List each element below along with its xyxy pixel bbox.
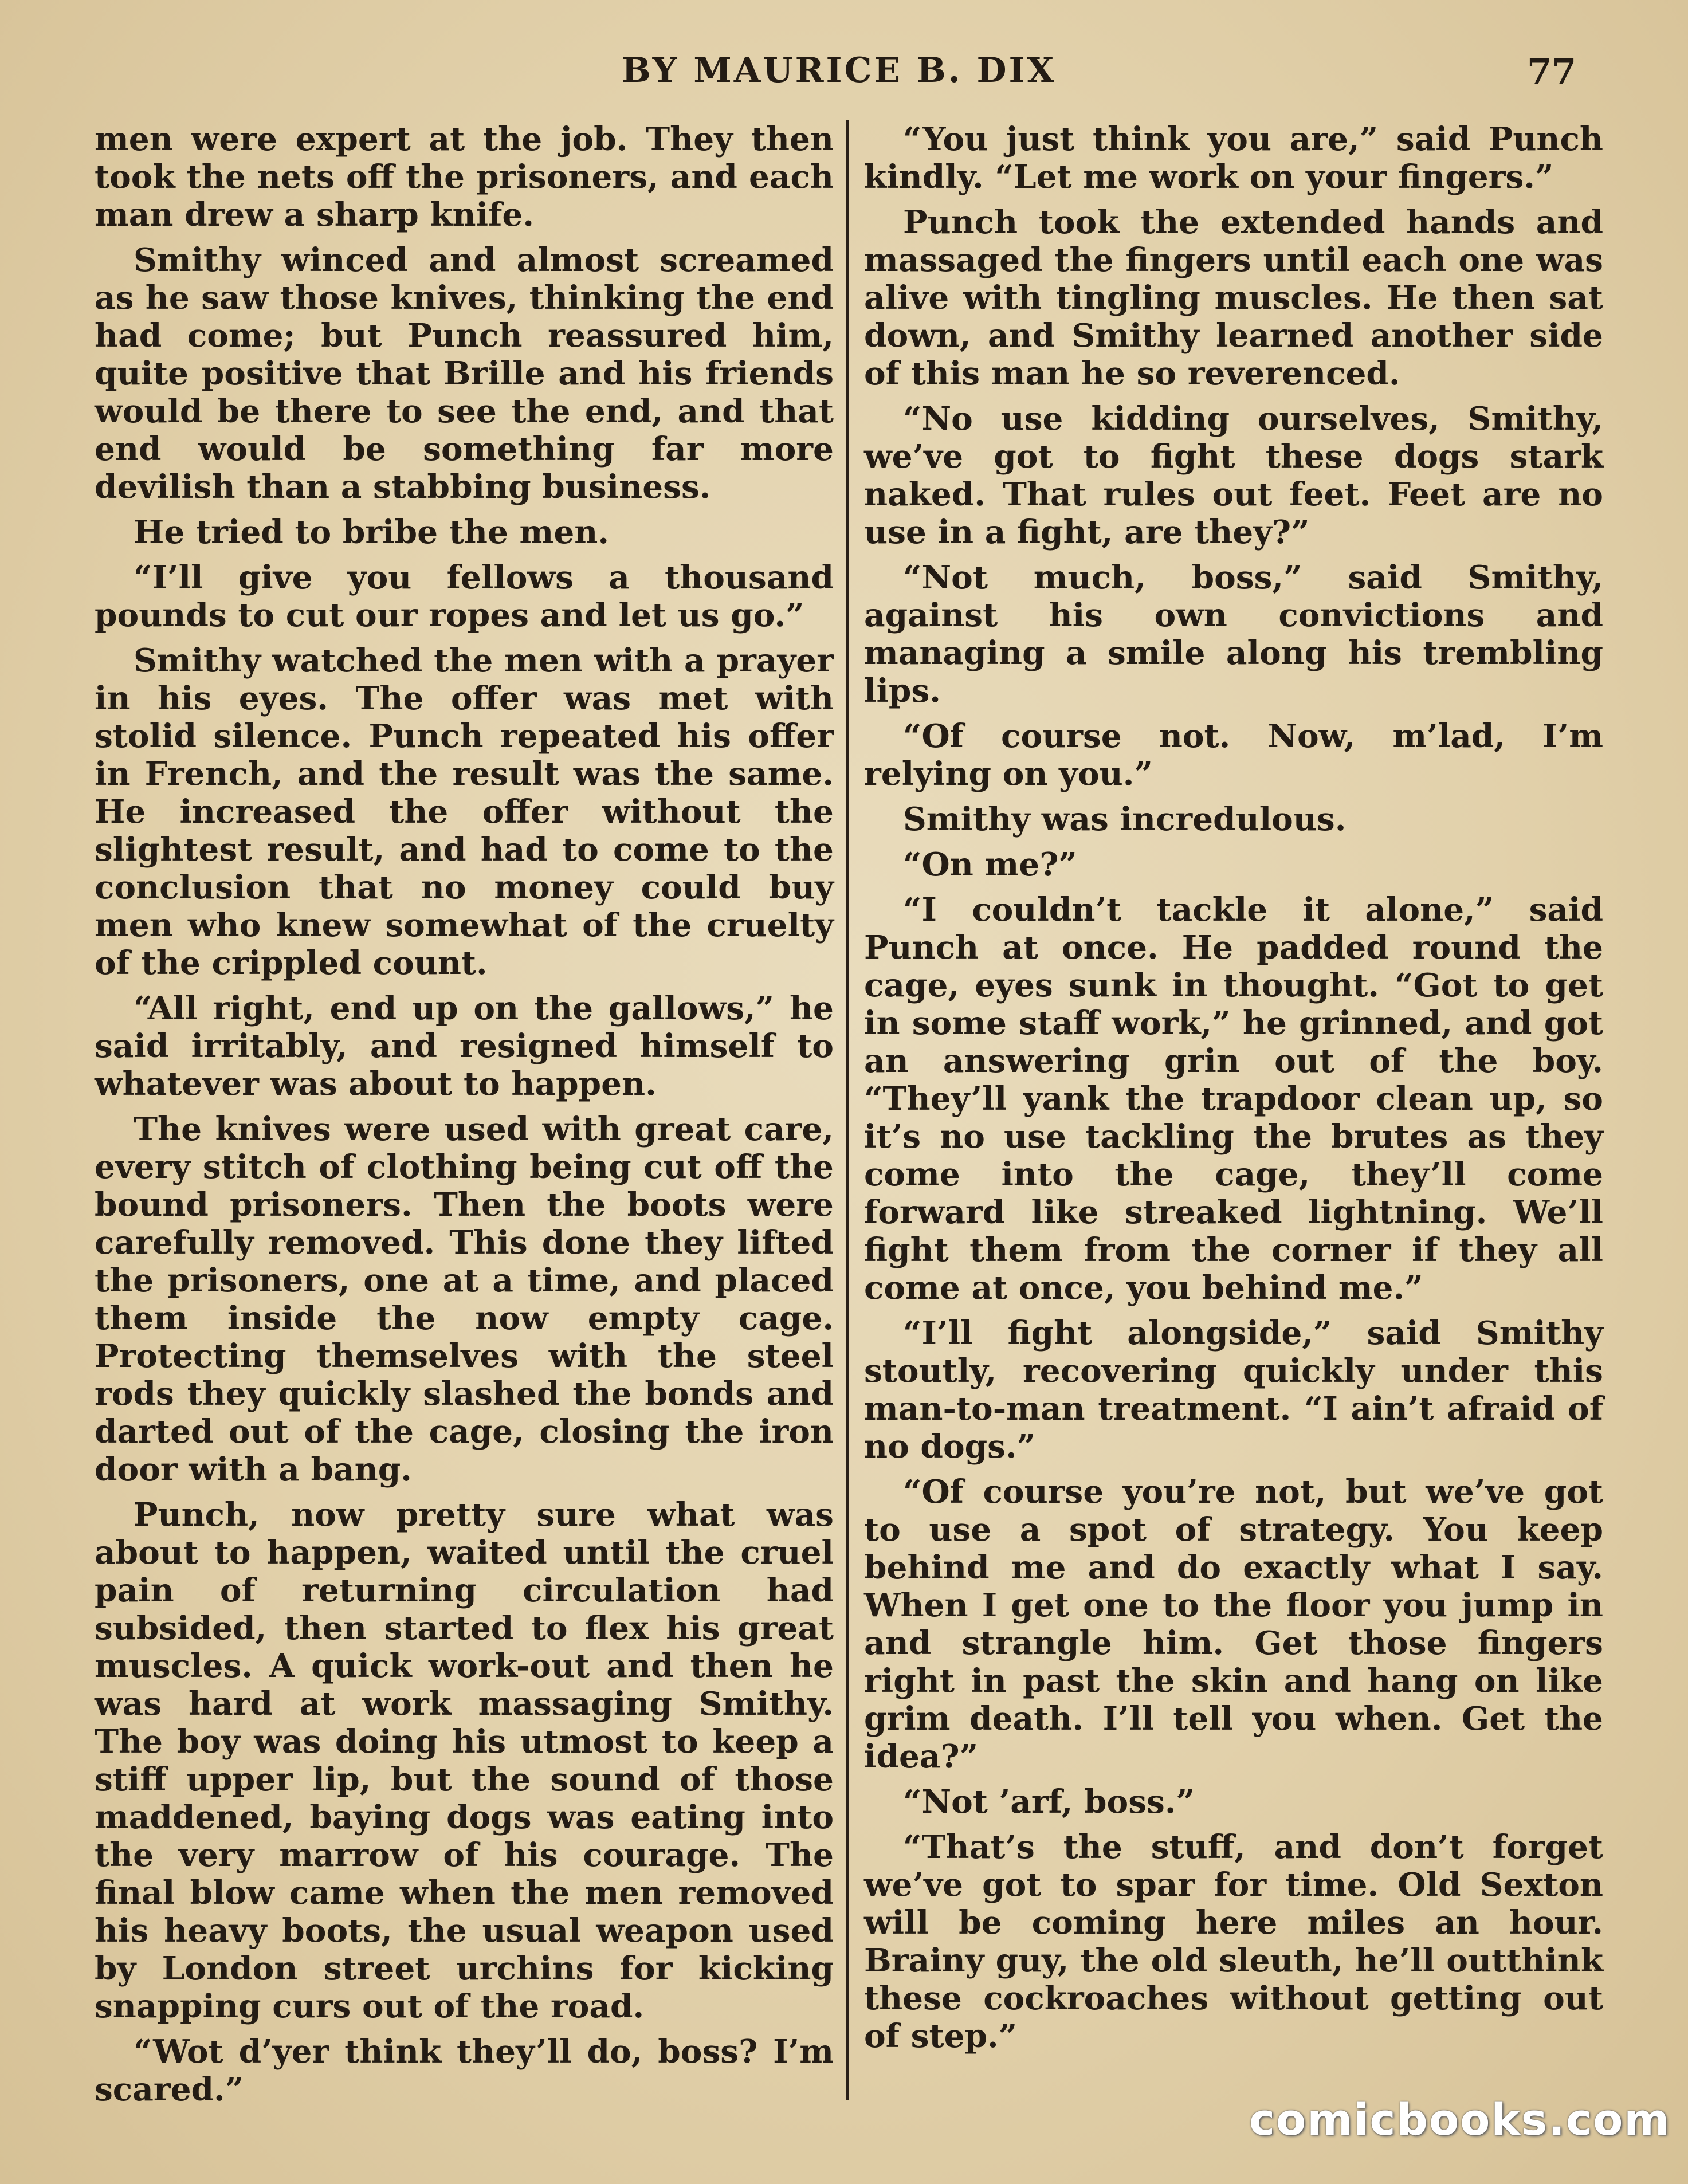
watermark-logo: comicbooks.com <box>1249 2094 1671 2145</box>
paragraph: The knives were used with great care, every stitch of clothing being cut off the bound prisoners. Then the boots were carefully removed. This done they lifted the prisoners, one at a time, and placed them inside the now empty cage. Protecting themselves with the steel rods they quickly slashed the bonds and darted out of the cage, closing the iron door with a bang. <box>95 1110 834 1488</box>
paragraph: “That’s the stuff, and don’t forget we’ve got to spar for time. Old Sexton will be coming here miles an hour. Brainy guy, the old sleuth, he’ll outthink these cockroaches without getting out of step.” <box>864 1828 1603 2055</box>
paragraph: “You just think you are,” said Punch kindly. “Let me work on your fingers.” <box>864 120 1603 196</box>
paragraph: Punch took the extended hands and massaged the fingers until each one was alive with tingling muscles. He then sat down, and Smithy learned another side of this man he so reverenced. <box>864 203 1603 392</box>
paragraph: “I’ll give you fellows a thousand pounds to cut our ropes and let us go.” <box>95 559 834 634</box>
left-column <box>95 120 834 2126</box>
paragraph: “I’ll fight alongside,” said Smithy stoutly, recovering quickly under this man-to-man treatment. “I ain’t afraid of no dogs.” <box>864 1314 1603 1466</box>
paragraph: Smithy winced and almost screamed as he saw those knives, thinking the end had come; but Punch reassured him, quite positive that Brille and his friends would be there to see the end, and that end would be something far more devilish than a stabbing business. <box>95 241 834 506</box>
paragraph: “Of course you’re not, but we’ve got to use a spot of strategy. You keep behind me and do exactly what I say. When I get one to the floor you jump in and strangle him. Get those fingers right in past the skin and hang on like grim death. I’ll tell you when. Get the idea?” <box>864 1473 1603 1776</box>
paragraph: Punch, now pretty sure what was about to happen, waited until the cruel pain of returning circulation had subsided, then started to flex his great muscles. A quick work-out and then he was hard at work massaging Smithy. The boy was doing his utmost to keep a stiff upper lip, but the sound of those maddened, baying dogs was eating into the very marrow of his courage. The final blow came when the men removed his heavy boots, the usual weapon used by London street urchins for kicking snapping curs out of the road. <box>95 1496 834 2025</box>
paragraph: Smithy watched the men with a prayer in his eyes. The offer was met with stolid silence. Punch repeated his offer in French, and the result was the same. He increased the offer without the slightest result, and had to come to the conclusion that no money could buy men who knew somewhat of the cruelty of the crippled count. <box>95 642 834 982</box>
paragraph: He tried to bribe the men. <box>134 513 610 551</box>
paragraph: “On me?” <box>903 846 1077 883</box>
paragraph: “Not much, boss,” said Smithy, against his own convictions and managing a smile along his trembling lips. <box>864 559 1603 710</box>
page-number: 77 <box>1527 50 1577 92</box>
paragraph: “Of course not. Now, m’lad, I’m relying on you.” <box>864 717 1603 793</box>
paragraph: “No use kidding ourselves, Smithy, we’ve got to fight these dogs stark naked. That rules out feet. Feet are no use in a fight, are they?” <box>864 400 1603 551</box>
paragraph: “All right, end up on the gallows,” he said irritably, and resigned himself to whatever was about to happen. <box>95 989 834 1103</box>
page-header <box>0 50 1688 96</box>
paragraph: men were expert at the job. They then took the nets off the prisoners, and each man drew a sharp knife. <box>95 120 834 234</box>
paragraph: “Wot d’yer think they’ll do, boss? I’m scared.” <box>95 2033 834 2108</box>
column-divider <box>846 120 849 2100</box>
paragraph: “Not ’arf, boss.” <box>903 1783 1195 1821</box>
paragraph: “I couldn’t tackle it alone,” said Punch at once. He padded round the cage, eyes sunk in thought. “Got to get in some staff work,” he grinned, and got an answering grin out of the boy. “They’ll yank the trapdoor clean up, so it’s no use tackling the brutes as they come into the cage, they’ll come forward like streaked lightning. We’ll fight them from the corner if they all come at once, you behind me.” <box>864 891 1603 1307</box>
right-column <box>864 120 1603 2126</box>
running-title: BY MAURICE B. DIX <box>622 50 1057 91</box>
paragraph: Smithy was incredulous. <box>903 800 1347 838</box>
